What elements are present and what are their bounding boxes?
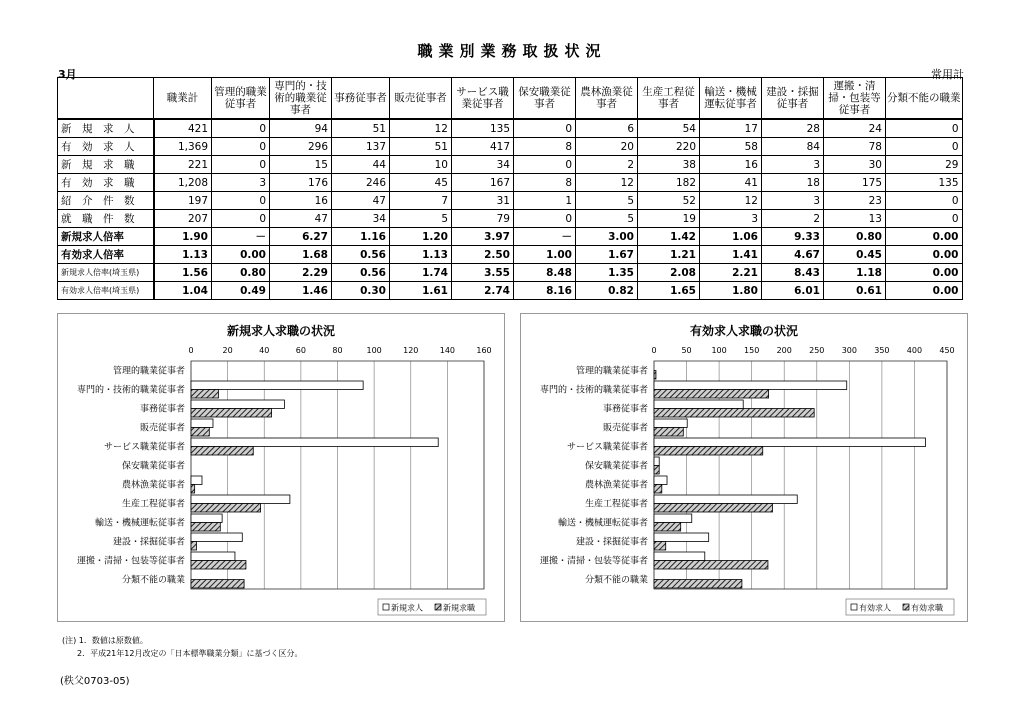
table-cell: 3 [762,156,824,174]
legend-label: 新規求職 [443,603,475,613]
page-title: 職業別業務取扱状況 [417,42,607,60]
table-cell: 0.82 [576,282,638,300]
table-cell: 12 [576,174,638,192]
table-cell: 0 [514,210,576,228]
table-cell: 1.18 [824,264,886,282]
column-header: 事務従事者 [332,78,390,120]
table-cell: 79 [452,210,514,228]
category-label: 輸送・機械運転従事者 [557,518,648,529]
table-cell: 54 [638,119,700,138]
legend-label: 有効求人 [859,603,891,613]
bar-openings [654,457,659,466]
table-cell: 2 [762,210,824,228]
table-cell: 1 [514,192,576,210]
table-row [58,174,963,192]
table-cell: 4.67 [762,246,824,264]
bar-openings [191,419,213,428]
category-label: 保安職業従事者 [584,461,648,472]
table-cell: 1.16 [332,228,390,246]
active-openings-chart-svg [521,314,967,621]
table-cell: 1.61 [390,282,452,300]
bar-openings [191,400,284,409]
table-cell: 1.20 [390,228,452,246]
table-cell: 2.08 [638,264,700,282]
tick-label: 450 [939,346,955,355]
row-label: 有 効 求 人 [58,138,154,156]
table-cell: 0 [212,210,270,228]
table-cell: 0 [514,156,576,174]
table-row [58,119,963,138]
table-cell: 1,369 [154,138,212,156]
chart-title: 有効求人求職の状況 [689,324,799,338]
bar-openings [654,495,797,504]
table-cell: 28 [762,119,824,138]
bar-openings [191,438,438,447]
tick-label: 350 [874,346,890,355]
table-cell: 1.42 [638,228,700,246]
category-label: サービス職業従事者 [103,442,185,453]
category-label: 管理的職業従事者 [575,366,648,377]
tick-label: 40 [259,346,270,355]
column-header: 職業計 [154,78,212,120]
tick-label: 60 [295,346,306,355]
table-cell: － [514,228,576,246]
category-label: 専門的・技術的職業従事者 [76,385,185,396]
table-cell: 8.16 [514,282,576,300]
table-cell: 44 [332,156,390,174]
table-cell: 1.21 [638,246,700,264]
table-cell: 6.27 [270,228,332,246]
row-label: 有効求人倍率(埼玉県) [58,282,154,300]
table-row [58,228,963,246]
month-label: 3月 [58,68,77,81]
bar-applicants [654,542,666,551]
table-cell: 167 [452,174,514,192]
category-label: 運搬・清掃・包装等従事者 [76,556,185,567]
table-corner [58,78,154,120]
table-cell: 12 [390,119,452,138]
tick-label: 300 [841,346,857,355]
tick-label: 140 [439,346,456,355]
bar-openings [191,495,290,504]
legend-swatch [851,604,857,610]
new-openings-chart [57,313,505,622]
table-cell: 6.01 [762,282,824,300]
bar-openings [654,419,687,428]
bar-openings [191,552,235,561]
column-header: 管理的職業従事者 [212,78,270,120]
table-cell: 2.21 [700,264,762,282]
bar-applicants [654,409,814,418]
table-cell: 0.00 [886,282,963,300]
category-label: 輸送・機械運転従事者 [94,518,185,529]
table-cell: 38 [638,156,700,174]
table-cell: 0 [212,138,270,156]
note-1: (注) 1．数値は原数値。 [62,636,148,645]
table-cell: 31 [452,192,514,210]
table-cell: 3 [700,210,762,228]
table-cell: 0 [886,210,963,228]
bar-applicants [191,428,209,437]
table-cell: 0.49 [212,282,270,300]
active-openings-chart [520,313,968,622]
column-header: 運搬・清掃・包装等従事者 [824,78,886,120]
table-cell: 8.43 [762,264,824,282]
bar-applicants [654,447,763,456]
table-cell: 0.00 [886,228,963,246]
table-cell: 10 [390,156,452,174]
table-cell: 0 [514,119,576,138]
note-2: 2．平成21年12月改定の「日本標準職業分類」に基づく区分。 [77,649,303,658]
table-cell: 3.55 [452,264,514,282]
table-cell: 135 [886,174,963,192]
column-header: 生産工程従事者 [638,78,700,120]
bar-applicants [191,561,246,570]
table-cell: 47 [332,192,390,210]
category-label: 販売従事者 [139,423,185,434]
table-cell: 1.67 [576,246,638,264]
table-cell: 0 [886,119,963,138]
table-cell: 135 [452,119,514,138]
bar-openings [191,381,363,390]
table-cell: 0 [212,119,270,138]
tick-label: 120 [403,346,419,355]
bar-applicants [654,466,659,475]
table-cell: 1.13 [390,246,452,264]
table-cell: 182 [638,174,700,192]
bar-applicants [654,428,683,437]
tick-label: 150 [744,346,760,355]
category-label: 分類不能の職業 [584,575,648,586]
table-cell: 3 [212,174,270,192]
category-label: 事務従事者 [602,404,648,415]
bar-applicants [654,523,681,532]
tick-label: 200 [776,346,792,355]
category-label: サービス職業従事者 [566,442,648,453]
table-cell: 0.80 [212,264,270,282]
tick-label: 250 [809,346,825,355]
bar-openings [191,533,242,542]
table-cell: 0 [886,192,963,210]
table-cell: 0 [212,156,270,174]
table-cell: 8 [514,138,576,156]
table-cell: 9.33 [762,228,824,246]
table-cell: 7 [390,192,452,210]
table-cell: 15 [270,156,332,174]
bar-applicants [191,390,218,399]
notes [62,634,302,660]
table-cell: 0.30 [332,282,390,300]
table-cell: 221 [154,156,212,174]
column-header: 建設・採掘従事者 [762,78,824,120]
bar-openings [654,552,705,561]
table-row [58,246,963,264]
bar-openings [654,438,926,447]
table-cell: 0.56 [332,264,390,282]
column-header: 農林漁業従事者 [576,78,638,120]
category-label: 建設・採掘従事者 [575,537,648,548]
bar-applicants [191,542,196,551]
table-cell: 45 [390,174,452,192]
table-cell: 17 [700,119,762,138]
category-label: 農林漁業従事者 [121,480,185,491]
tick-label: 20 [222,346,233,355]
table-cell: 20 [576,138,638,156]
tick-label: 0 [188,346,194,355]
bar-applicants [654,580,742,589]
table-row [58,282,963,300]
legend-swatch [435,604,441,610]
row-label: 紹 介 件 数 [58,192,154,210]
tick-label: 160 [476,346,492,355]
table-cell: 0.45 [824,246,886,264]
table-cell: 51 [390,138,452,156]
table-cell: 1.41 [700,246,762,264]
table-cell: 94 [270,119,332,138]
table-row [58,138,963,156]
bar-openings [191,514,222,523]
table-cell: 2.29 [270,264,332,282]
bar-applicants [191,447,253,456]
category-label: 専門的・技術的職業従事者 [539,385,648,396]
column-header: サービス職業従事者 [452,78,514,120]
bar-applicants [191,504,261,513]
table-cell: 58 [700,138,762,156]
table-cell: 6 [576,119,638,138]
bar-applicants [191,523,220,532]
tick-label: 400 [906,346,923,355]
chart-title: 新規求人求職の状況 [226,324,336,338]
row-label: 就 職 件 数 [58,210,154,228]
table-row [58,192,963,210]
row-label: 有 効 求 職 [58,174,154,192]
category-label: 管理的職業従事者 [112,366,185,377]
table-cell: 18 [762,174,824,192]
row-label: 有効求人倍率 [58,246,154,264]
table-cell: 0 [886,138,963,156]
category-label: 生産工程従事者 [584,499,648,510]
table-cell: 34 [332,210,390,228]
table-cell: 30 [824,156,886,174]
table-cell: 0.00 [886,246,963,264]
bar-applicants [654,371,656,380]
legend-swatch [903,604,909,610]
table-row [58,264,963,282]
category-label: 運搬・清掃・包装等従事者 [539,556,648,567]
bar-openings [654,533,709,542]
bar-openings [191,476,202,485]
table-cell: 0.56 [332,246,390,264]
table-cell: 0.00 [212,246,270,264]
table-cell: 8 [514,174,576,192]
table-cell: 13 [824,210,886,228]
legend-label: 有効求職 [911,603,943,613]
table-cell: 1.80 [700,282,762,300]
table-cell: 137 [332,138,390,156]
table-cell: 175 [824,174,886,192]
table-cell: 0.00 [886,264,963,282]
table-cell: 0.61 [824,282,886,300]
table-cell: 51 [332,119,390,138]
column-header: 分類不能の職業 [886,78,963,120]
column-header: 専門的・技術的職業従事者 [270,78,332,120]
table-cell: 5 [576,192,638,210]
column-header: 販売従事者 [390,78,452,120]
table-cell: 12 [700,192,762,210]
table-cell: 24 [824,119,886,138]
tick-label: 100 [366,346,382,355]
occupation-table [57,77,963,300]
row-label: 新 規 求 人 [58,119,154,138]
table-cell: 1.06 [700,228,762,246]
table-cell: 16 [700,156,762,174]
table-cell: 1.00 [514,246,576,264]
table-cell: 296 [270,138,332,156]
total-label: 常用計 [931,68,964,81]
category-label: 事務従事者 [139,404,185,415]
legend-label: 新規求人 [391,603,423,613]
table-cell: 0.80 [824,228,886,246]
new-openings-chart-svg [58,314,504,621]
table-cell: 1.13 [154,246,212,264]
bar-applicants [191,485,195,494]
bar-applicants [654,504,773,513]
row-label: 新規求人倍率 [58,228,154,246]
column-header: 保安職業従事者 [514,78,576,120]
table-cell: 1,208 [154,174,212,192]
category-label: 販売従事者 [602,423,648,434]
category-label: 保安職業従事者 [121,461,185,472]
table-row [58,210,963,228]
tick-label: 100 [711,346,727,355]
category-label: 建設・採掘従事者 [112,537,185,548]
category-label: 農林漁業従事者 [584,480,648,491]
table-cell: 16 [270,192,332,210]
bar-applicants [191,580,244,589]
table-cell: 1.74 [390,264,452,282]
bar-applicants [654,390,769,399]
table-cell: 23 [824,192,886,210]
table-cell: 207 [154,210,212,228]
table-cell: 78 [824,138,886,156]
document-code: (秩父0703-05) [60,676,130,687]
table-cell: 5 [390,210,452,228]
table-row [58,156,963,174]
table-cell: 1.04 [154,282,212,300]
table-cell: 417 [452,138,514,156]
table-cell: 1.65 [638,282,700,300]
table-cell: 3.97 [452,228,514,246]
table-cell: 2.74 [452,282,514,300]
bar-applicants [654,485,662,494]
tick-label: 80 [332,346,343,355]
tick-label: 0 [651,346,657,355]
table-cell: 421 [154,119,212,138]
bar-applicants [191,409,272,418]
table-cell: 1.56 [154,264,212,282]
column-header: 輸送・機械運転従事者 [700,78,762,120]
table-cell: 8.48 [514,264,576,282]
table-cell: 47 [270,210,332,228]
bar-openings [654,514,692,523]
table-cell: 220 [638,138,700,156]
table-cell: 3 [762,192,824,210]
tick-label: 50 [681,346,692,355]
table-cell: 1.46 [270,282,332,300]
table-cell: 246 [332,174,390,192]
category-label: 分類不能の職業 [121,575,185,586]
legend-swatch [383,604,389,610]
table-header-row [58,78,963,120]
table-cell: 41 [700,174,762,192]
table-cell: 5 [576,210,638,228]
table-cell: 0 [212,192,270,210]
table-cell: 29 [886,156,963,174]
table-cell: 2 [576,156,638,174]
table-cell: 1.90 [154,228,212,246]
bar-openings [654,476,667,485]
bar-openings [654,381,847,390]
bar-applicants [654,561,768,570]
bar-openings [654,400,743,409]
table-cell: 19 [638,210,700,228]
table-cell: 1.35 [576,264,638,282]
category-label: 生産工程従事者 [121,499,185,510]
row-label: 新 規 求 職 [58,156,154,174]
table-cell: 84 [762,138,824,156]
table-cell: 1.68 [270,246,332,264]
table-cell: 3.00 [576,228,638,246]
table-cell: 176 [270,174,332,192]
table-cell: 34 [452,156,514,174]
table-cell: 197 [154,192,212,210]
table-cell: 52 [638,192,700,210]
table-cell: 2.50 [452,246,514,264]
table-cell: － [212,228,270,246]
row-label: 新規求人倍率(埼玉県) [58,264,154,282]
